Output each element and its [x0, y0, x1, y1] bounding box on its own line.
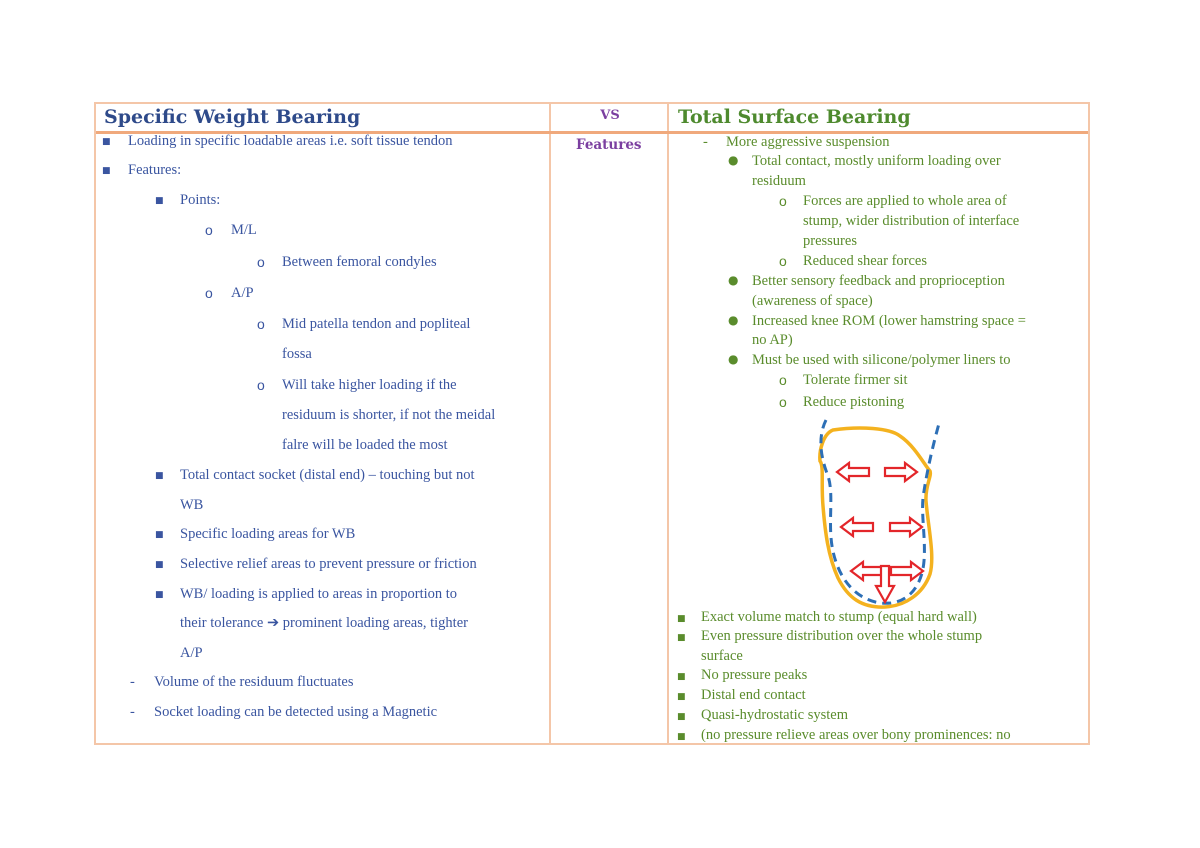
list-item: Features:: [128, 162, 182, 178]
list-item: Will take higher loading if the: [282, 377, 457, 393]
square-bullet-icon: ■: [155, 196, 164, 206]
list-item: Reduced shear forces: [803, 253, 927, 269]
list-item-cont: fossa: [282, 346, 312, 362]
list-item: Selective relief areas to prevent pressure or friction: [180, 556, 477, 572]
list-item: More aggressive suspension: [726, 134, 890, 150]
square-bullet-icon: ■: [677, 732, 686, 742]
square-bullet-icon: ■: [155, 471, 164, 481]
square-bullet-icon: ■: [677, 692, 686, 702]
list-item: Must be used with silicone/polymer liners to: [752, 352, 1011, 368]
pressure-arrow-icon: [890, 518, 922, 536]
list-item: Exact volume match to stump (equal hard wall): [701, 609, 977, 625]
circle-bullet-icon: o: [205, 285, 213, 301]
features-label: Features: [576, 137, 642, 153]
socket-outline: [820, 428, 932, 607]
list-item: Even pressure distribution over the whole stump: [701, 628, 983, 644]
list-item-cont: residuum: [752, 173, 806, 189]
pressure-arrow-icon: [885, 463, 917, 481]
dash-bullet-icon: -: [130, 704, 135, 720]
list-item-cont: stump, wider distribution of interface: [803, 213, 1020, 229]
list-item-cont: (awareness of space): [752, 293, 873, 309]
list-item-cont: pressures: [803, 233, 857, 249]
column-divider-1: [549, 104, 551, 743]
square-bullet-icon: ■: [677, 672, 686, 682]
square-bullet-icon: ■: [677, 614, 686, 624]
list-item: Socket loading can be detected using a Magnetic: [154, 704, 438, 720]
right-arrow-icon: ➔: [266, 615, 280, 631]
square-bullet-icon: ■: [155, 560, 164, 570]
list-item: Quasi-hydrostatic system: [701, 707, 848, 723]
pressure-arrow-icon: [841, 518, 873, 536]
square-bullet-icon: ■: [677, 712, 686, 722]
column-divider-2: [667, 104, 669, 743]
list-item: Forces are applied to whole area of: [803, 193, 1007, 209]
circle-bullet-icon: o: [257, 377, 265, 393]
left-header-title: Specific Weight Bearing: [104, 106, 361, 128]
dash-bullet-icon: -: [703, 134, 708, 150]
list-item-cont: A/P: [180, 645, 203, 661]
list-item: Mid patella tendon and popliteal: [282, 316, 471, 332]
dot-bullet-icon: ●: [728, 352, 739, 366]
square-bullet-icon: ■: [155, 590, 164, 600]
stump-pressure-diagram: [720, 316, 950, 611]
list-item: Tolerate firmer sit: [803, 372, 908, 388]
square-bullet-icon: ■: [155, 530, 164, 540]
list-item-cont: WB: [180, 497, 204, 513]
list-item-cont: their tolerance ➔ prominent loading areas, tighter: [180, 615, 468, 631]
list-item: Increased knee ROM (lower hamstring space =: [752, 313, 1026, 329]
list-item-cont: surface: [701, 648, 743, 664]
list-item: Points:: [180, 192, 221, 208]
list-item: Volume of the residuum fluctuates: [154, 674, 354, 690]
circle-bullet-icon: o: [779, 372, 787, 388]
list-item-cont: falre will be loaded the most: [282, 437, 448, 453]
circle-bullet-icon: o: [779, 253, 787, 269]
square-bullet-icon: ■: [102, 137, 111, 147]
list-item: No pressure peaks: [701, 667, 808, 683]
dot-bullet-icon: ●: [728, 153, 739, 167]
pressure-arrow-icon: [851, 562, 883, 580]
square-bullet-icon: ■: [102, 166, 111, 176]
vs-label: VS: [600, 108, 620, 123]
list-item: (no pressure relieve areas over bony prominences: no: [701, 727, 1011, 743]
pressure-arrow-icon: [891, 562, 923, 580]
circle-bullet-icon: o: [257, 316, 265, 332]
circle-bullet-icon: o: [205, 222, 213, 238]
square-bullet-icon: ■: [677, 633, 686, 643]
dot-bullet-icon: ●: [728, 273, 739, 287]
list-item: Total contact, mostly uniform loading over: [752, 153, 1001, 169]
list-item-cont: no AP): [752, 332, 793, 348]
circle-bullet-icon: o: [257, 254, 265, 270]
list-item: Specific loading areas for WB: [180, 526, 356, 542]
list-item: M/L: [231, 222, 257, 238]
list-item: WB/ loading is applied to areas in proportion to: [180, 586, 458, 602]
list-item: A/P: [231, 285, 254, 301]
dot-bullet-icon: ●: [728, 313, 739, 327]
list-item: Between femoral condyles: [282, 254, 437, 270]
right-header-title: Total Surface Bearing: [678, 106, 911, 128]
pressure-arrow-icon: [837, 463, 869, 481]
list-item: Loading in specific loadable areas i.e. soft tissue tendon: [128, 133, 453, 149]
circle-bullet-icon: o: [779, 394, 787, 410]
circle-bullet-icon: o: [779, 193, 787, 209]
list-item-cont: residuum is shorter, if not the meidal: [282, 407, 496, 423]
list-item: Total contact socket (distal end) – touching but not: [180, 467, 475, 483]
list-item: Better sensory feedback and proprioception: [752, 273, 1005, 289]
dash-bullet-icon: -: [130, 674, 135, 690]
list-item: Reduce pistoning: [803, 394, 905, 410]
list-item: Distal end contact: [701, 687, 806, 703]
